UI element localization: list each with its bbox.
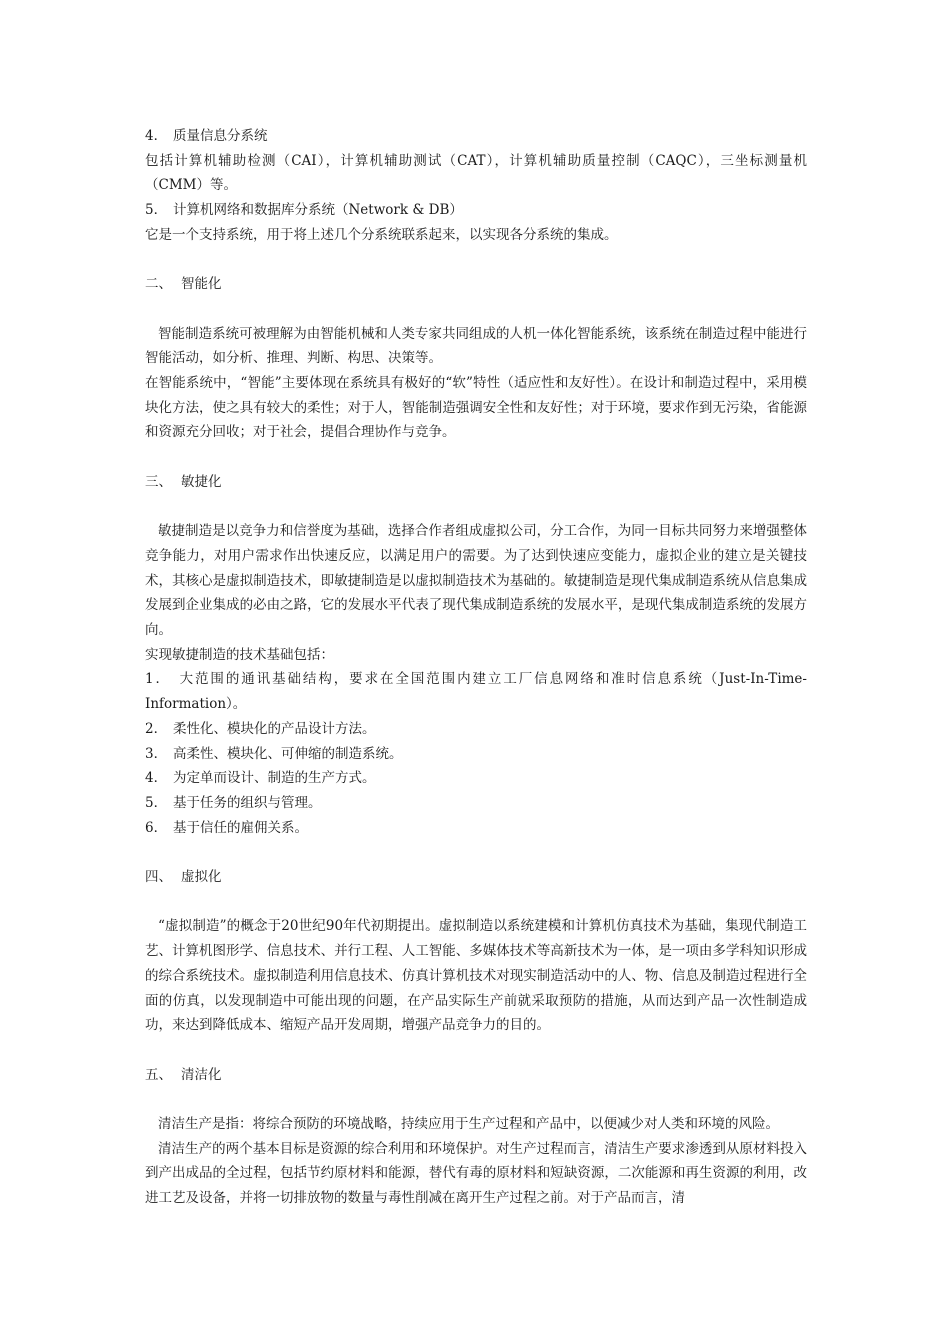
list-item-number: 2． [145, 720, 168, 737]
list-item-number: 4． [145, 128, 168, 144]
paragraph: “虚拟制造”的概念于20世纪90年代初期提出。虚拟制造以系统建模和计算机仿真技术为基础，集现代制造工艺、计算机图形学、信息技术、并行工程、人工智能、多媒体技术等高新技术为一体，是一项由多学科知识形成的综合系统技术。虚拟制造利用信息技术、仿真计算机技术对现实制造活动中的人、物、信息及制造过程进行全面的仿真，以发现制造中可能出现的问题，在产品实际生产前就采取预防的措施，从而达到产品一次性制造成功，来达到降低成本、缩短产品开发周期，增强产品竞争力的目的。 [145, 918, 807, 1034]
section-heading [145, 470, 807, 495]
section-number: 三、 [145, 473, 172, 490]
section-title: 智能化 [181, 276, 222, 293]
blank-line [145, 840, 807, 865]
section-number: 五、 [145, 1066, 172, 1083]
list-item [145, 198, 807, 223]
list-item [145, 766, 807, 791]
list-item-text: 计算机网络和数据库分系统（Network & DB） [173, 202, 463, 219]
list-item-text: 高柔性、模块化、可伸缩的制造系统。 [173, 745, 403, 762]
paragraph: 敏捷制造是以竞争力和信誉度为基础，选择合作者组成虚拟公司，分工合作，为同一目标共同努力来增强整体竞争能力，对用户需求作出快速反应，以满足用户的需要。为了达到快速应变能力，虚拟企业的建立是关键技术，其核心是虚拟制造技术，即敏捷制造是以虚拟制造技术为基础的。敏捷制造是现代集成制造系统从信息集成发展到企业集成的必由之路，它的发展水平代表了现代集成制造系统的发展水平，是现代集成制造系统的发展方向。 [145, 523, 807, 638]
blank-line [145, 495, 807, 520]
list-item [145, 124, 807, 149]
paragraph: 智能制造系统可被理解为由智能机械和人类专家共同组成的人机一体化智能系统，该系统在制造过程中能进行智能活动，如分析、推理、判断、构思、决策等。 [145, 325, 807, 367]
paragraph: 包括计算机辅助检测（CAI），计算机辅助测试（CAT），计算机辅助质量控制（CAQC），三坐标测量机（CMM）等。 [145, 152, 807, 194]
list-item-text: 柔性化、模块化的产品设计方法。 [173, 720, 376, 737]
blank-line [145, 1038, 807, 1063]
section-number: 二、 [145, 276, 172, 293]
blank-line [145, 890, 807, 915]
paragraph: 清洁生产的两个基本目标是资源的综合利用和环境保护。对生产过程而言，清洁生产要求渗透到从原材料投入到产出成品的全过程，包括节约原材料和能源，替代有毒的原材料和短缺资源，二次能源和再生资源的利用，改进工艺及设备，并将一切排放物的数量与毒性削减在离开生产过程之前。对于产品而言，清 [145, 1140, 807, 1207]
list-item-number: 4． [145, 770, 168, 787]
blank-line [145, 297, 807, 322]
list-item-number: 6． [145, 819, 168, 836]
section-heading [145, 272, 807, 297]
list-item-text: 质量信息分系统 [173, 128, 268, 144]
section-number: 四、 [145, 869, 172, 886]
section-title: 虚拟化 [181, 869, 222, 886]
list-item [145, 742, 807, 767]
paragraph: 清洁生产是指：将综合预防的环境战略，持续应用于生产过程和产品中，以便减少对人类和环境的风险。 [158, 1116, 779, 1132]
list-item-text: 为定单而设计、制造的生产方式。 [173, 770, 376, 787]
section-heading [145, 1063, 807, 1088]
list-item-number: 3． [145, 745, 168, 762]
list-item [145, 816, 807, 841]
paragraph: 1． 大范围的通讯基础结构，要求在全国范围内建立工厂信息网络和准时信息系统（Just-In-Time-Information）。 [145, 671, 807, 713]
section-heading [145, 865, 807, 890]
paragraph: 它是一个支持系统，用于将上述几个分系统联系起来，以实现各分系统的集成。 [145, 226, 618, 243]
paragraph: 实现敏捷制造的技术基础包括： [145, 646, 334, 663]
section-title: 敏捷化 [181, 473, 222, 490]
blank-line [145, 1087, 807, 1112]
document-page [145, 124, 807, 1211]
list-item [145, 717, 807, 742]
list-item-text: 基于信任的雇佣关系。 [173, 819, 308, 836]
list-item-text: 基于任务的组织与管理。 [173, 794, 322, 811]
list-item [145, 791, 807, 816]
paragraph: 在智能系统中，“智能”主要体现在系统具有极好的“软”特性（适应性和友好性）。在设计和制造过程中，采用模块化方法，使之具有较大的柔性；对于人，智能制造强调安全性和友好性；对于环境，要求作到无污染，省能源和资源充分回收；对于社会，提倡合理协作与竞争。 [145, 375, 807, 441]
section-title: 清洁化 [181, 1066, 222, 1083]
list-item-number: 5． [145, 794, 168, 811]
list-item-number: 5． [145, 202, 168, 219]
blank-line [145, 248, 807, 273]
blank-line [145, 445, 807, 470]
